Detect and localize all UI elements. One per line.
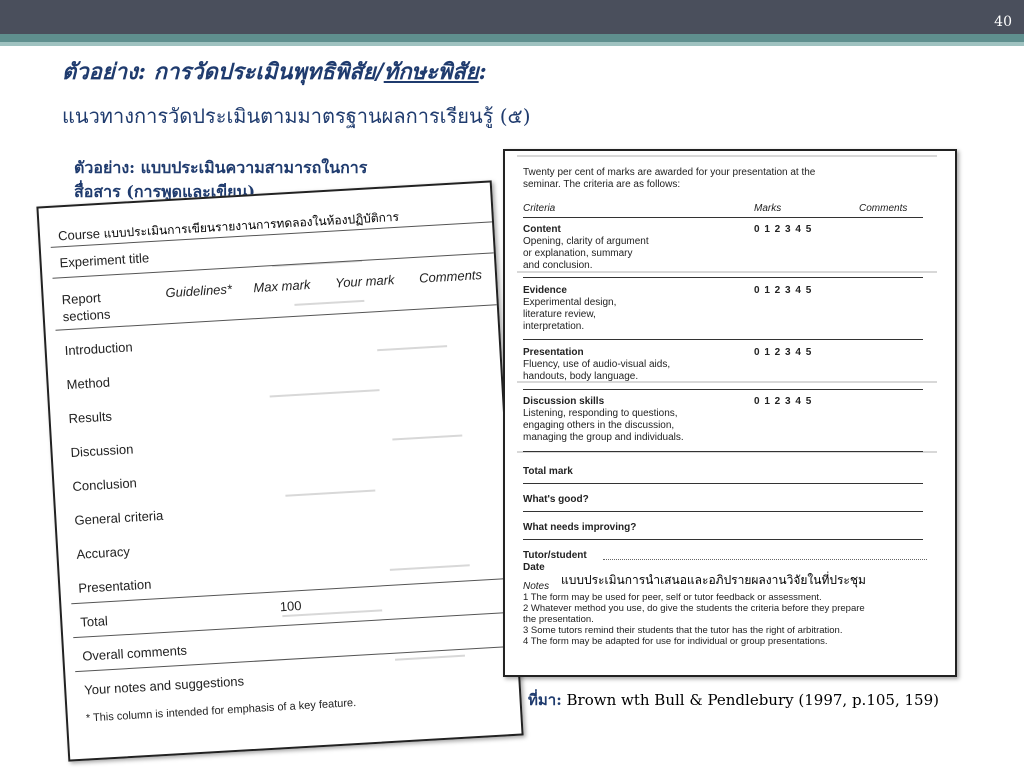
criterion-desc: Experimental design, (523, 297, 617, 308)
caption-line-2: สื่อสาร (การพูดและเขียน) (74, 182, 256, 201)
criterion-desc: and conclusion. (523, 260, 593, 271)
intro-line-1: Twenty per cent of marks are awarded for your presentation at the (523, 167, 816, 178)
signature-line (603, 549, 927, 560)
source-text: Brown wth Bull & Pendlebury (1997, p.105, 159) (561, 691, 939, 709)
row-total: Total (79, 613, 109, 630)
tutor-student: Tutor/student (523, 550, 587, 561)
notes-title: Notes (523, 581, 550, 592)
criterion-desc: interpretation. (523, 321, 585, 332)
faint-text (285, 490, 375, 497)
divider (523, 277, 923, 278)
accent-band-light (0, 42, 1024, 46)
course-label: Course (57, 225, 101, 244)
title-part-1: ตัวอย่าง: การวัดประเมินพุทธิพิสัย/ (62, 59, 384, 85)
accent-band (0, 34, 1024, 42)
row-results: Results (68, 408, 113, 427)
note-item: 2 Whatever method you use, do give the students the criteria before they prepare (523, 603, 865, 614)
row-general-criteria: General criteria (74, 507, 164, 528)
divider (523, 389, 923, 390)
criterion-marks: 0 1 2 3 4 5 (754, 396, 813, 407)
header-guidelines: Guidelines* (165, 281, 233, 301)
title-part-2: ทักษะพิสัย (383, 59, 479, 85)
faint-text (294, 300, 364, 306)
course-thai-caption: แบบประเมินการเขียนรายงานการทดลองในห้องปฏิบัติการ (103, 209, 400, 241)
row-discussion: Discussion (70, 441, 134, 461)
faint-text (270, 389, 380, 397)
criterion-desc: literature review, (523, 309, 596, 320)
criterion-name: Evidence (523, 285, 567, 296)
header-your-mark: Your mark (334, 272, 395, 291)
title-part-3: : (478, 59, 487, 85)
row-conclusion: Conclusion (72, 475, 138, 494)
experiment-title: Experiment title (59, 250, 150, 271)
caption-line-1: ตัวอย่าง: แบบประเมินความสามารถในการ (74, 158, 368, 177)
col-marks: Marks (754, 203, 782, 214)
faint-text (392, 434, 462, 440)
criterion-desc: handouts, body language. (523, 371, 639, 382)
course-row (58, 208, 400, 247)
col-comments: Comments (859, 203, 908, 214)
overall-comments: Overall comments (81, 642, 188, 664)
header-sections: sections (62, 306, 111, 325)
col-criteria: Criteria (523, 203, 556, 214)
criterion-marks: 0 1 2 3 4 5 (754, 224, 813, 235)
criterion-desc: engaging others in the discussion, (523, 420, 675, 431)
note-item: 4 The form may be adapted for use for individual or group presentations. (523, 636, 828, 647)
slide-subtitle: แนวทางการวัดประเมินตามมาตรฐานผลการเรียนรู้ (๕) (62, 104, 531, 128)
criterion-desc: or explanation, summary (523, 248, 633, 259)
note-item: 1 The form may be used for peer, self or tutor feedback or assessment. (523, 592, 822, 603)
faint-text (390, 564, 470, 571)
criterion-name: Presentation (523, 347, 584, 358)
needs-improving: What needs improving? (523, 522, 637, 533)
criterion-marks: 0 1 2 3 4 5 (754, 347, 813, 358)
seminar-criteria-form-image (503, 149, 957, 677)
divider (523, 339, 923, 340)
footnote: * This column is intended for emphasis of a key feature. (85, 697, 357, 725)
note-item: 3 Some tutors remind their students that the tutor has the right of arbitration. (523, 625, 843, 636)
row-method: Method (66, 374, 111, 393)
total-value: 100 (279, 597, 302, 615)
source-citation (528, 688, 939, 712)
divider (523, 483, 923, 484)
criterion-desc: managing the group and individuals. (523, 432, 684, 443)
faint-text (377, 345, 447, 351)
divider (523, 539, 923, 540)
criterion-name: Discussion skills (523, 396, 605, 407)
slide-number: 40 (994, 14, 1012, 30)
criterion-name: Content (523, 224, 561, 235)
top-bar (0, 0, 1024, 34)
row-introduction: Introduction (64, 339, 133, 359)
header-report-sections (61, 289, 111, 326)
divider (523, 451, 923, 452)
divider (55, 304, 496, 330)
criterion-desc: Listening, responding to questions, (523, 408, 678, 419)
faint-text (395, 655, 465, 661)
date-label: Date (523, 562, 545, 573)
row-accuracy: Accuracy (76, 543, 131, 562)
row-presentation: Presentation (77, 576, 152, 596)
slide-title (62, 54, 487, 89)
header-report: Report (61, 290, 102, 308)
seminar-thai-caption: แบบประเมินการนำเสนอและอภิปรายผลงานวิจัยในที่ประชุม (561, 573, 866, 587)
note-item: the presentation. (523, 614, 594, 625)
criterion-marks: 0 1 2 3 4 5 (754, 285, 813, 296)
divider (523, 217, 923, 218)
lab-report-form-image (36, 180, 523, 761)
notes-and-suggestions: Your notes and suggestions (83, 673, 245, 698)
intro-line-2: seminar. The criteria are as follows: (523, 179, 681, 190)
faint-text (517, 155, 937, 157)
header-comments: Comments (418, 267, 483, 286)
source-label: ที่มา: (528, 691, 562, 709)
header-max-mark: Max mark (252, 276, 311, 296)
criterion-desc: Opening, clarity of argument (523, 236, 649, 247)
divider (523, 511, 923, 512)
criterion-desc: Fluency, use of audio-visual aids, (523, 359, 671, 370)
whats-good: What's good? (523, 494, 589, 505)
total-mark: Total mark (523, 466, 573, 477)
